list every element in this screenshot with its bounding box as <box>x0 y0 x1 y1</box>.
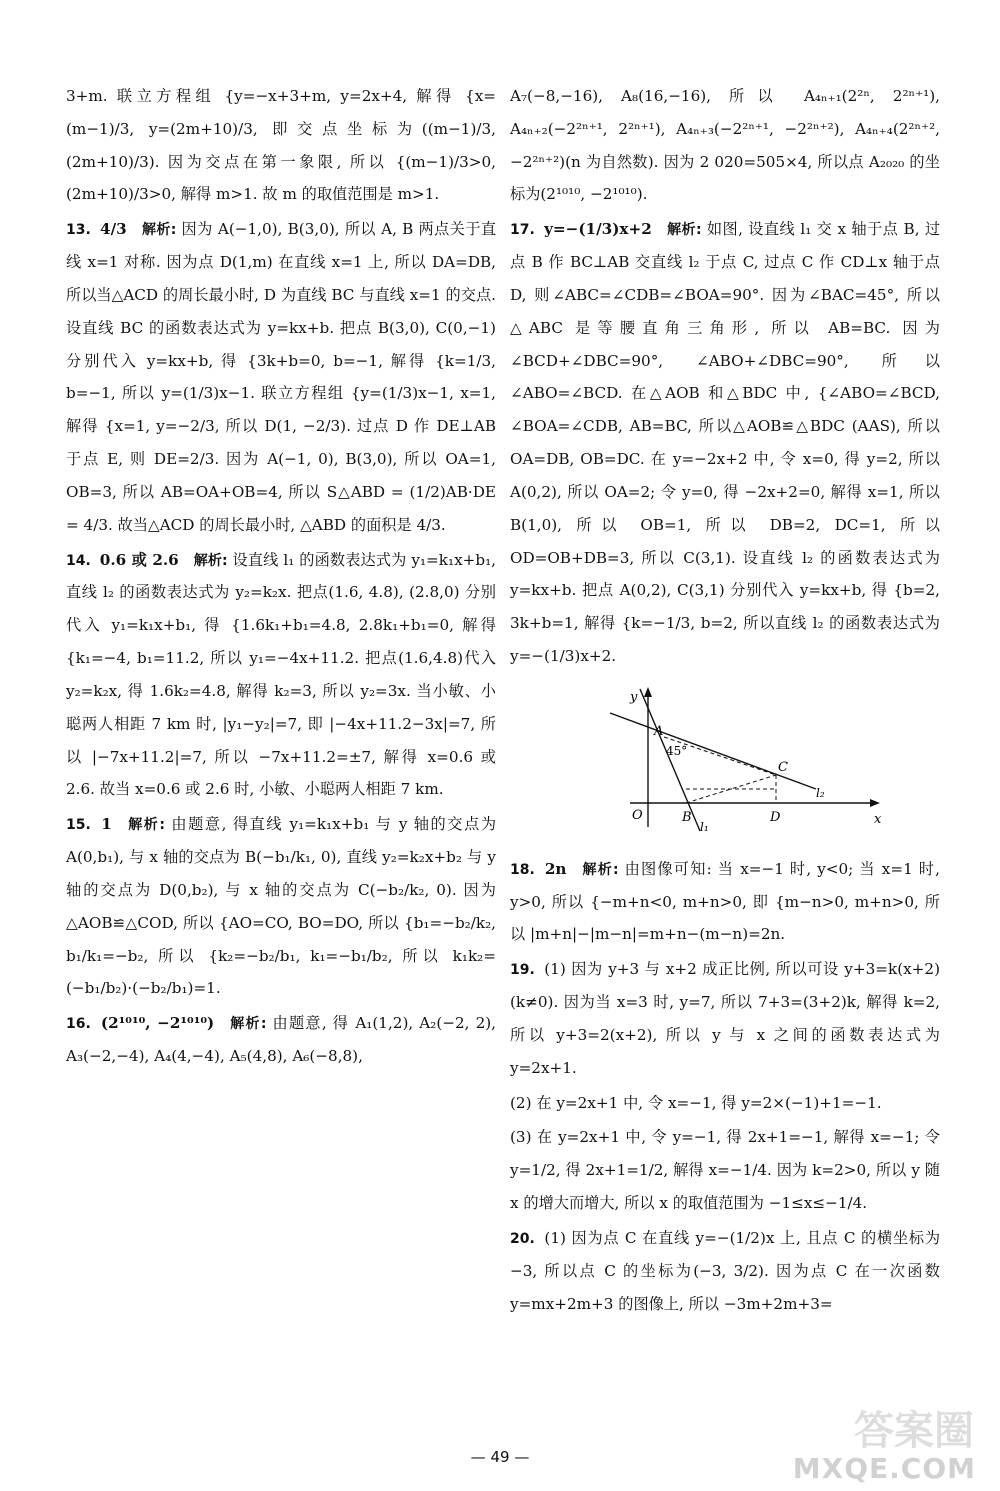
q14-label: 解析: <box>193 552 228 569</box>
q19-part1-text: (1) 因为 y+3 与 x+2 成正比例, 所以可设 y+3=k(x+2)(k≠0). 因为当 x=3 时, y=7, 所以 7+3=(3+2)k, 解得 k=2, 所以 y+3=2(x+2), 所以 y 与 x 之间的函数表达式为 y=2x+1. <box>510 960 940 1077</box>
q14-text: 设直线 l₁ 的函数表达式为 y₁=k₁x+b₁, 直线 l₂ 的函数表达式为 y₂=k₂x. 把点(1.6, 4.8), (2.8,0) 分别代入 y₁=k₁x+b₁, 得 {1.6k₁+b₁=4.8, 2.8k₁+b₁=0, 解得 {k₁=−4, b₁=11.2, 所以 y₁=−4x+11.2. 把点(1.6,4.8)代入 y₂=k₂x, 得 1.6k₂=4.8, 解得 k₂=3, 所以 y₂=3x. 当小敏、小聪两人相距 7 km 时, |y₁−y₂|=7, 即 |−4x+11.2−3x|=7, 所以 |−7x+11.2|=7, 所以 −7x+11.2=±7, 解得 x=0.6 或 2.6. 故当 x=0.6 或 2.6 时, 小敏、小聪两人相距 7 km. <box>66 550 497 799</box>
q15-answer: 1 <box>101 815 112 834</box>
label-l1: l₁ <box>700 819 709 834</box>
q18-answer: 2n <box>544 859 567 878</box>
label-y: y <box>630 689 638 705</box>
label-angle: 45° <box>666 743 688 758</box>
watermark-logo-text: 答案圈 <box>854 1408 974 1454</box>
label-x: x <box>874 811 882 827</box>
label-a: A <box>654 723 664 739</box>
q18-solution <box>510 853 940 951</box>
q13-solution <box>66 213 496 541</box>
watermark-logo <box>792 1397 982 1487</box>
q13-label: 解析: <box>141 222 177 239</box>
line-l2 <box>610 713 816 789</box>
q17-label: 解析: <box>667 222 702 239</box>
q17-figure <box>570 685 910 835</box>
q15-label: 解析: <box>128 817 165 834</box>
label-l2: l₂ <box>816 785 825 800</box>
q20-number: 20. <box>510 1230 535 1247</box>
q13-number: 13. <box>66 222 91 239</box>
q15-number: 15. <box>66 817 91 834</box>
label-b: B <box>682 809 692 825</box>
q14-solution <box>66 544 496 807</box>
right-column <box>510 80 940 1322</box>
q20-solution-part1 <box>510 1222 940 1320</box>
label-o: O <box>632 807 643 823</box>
q16-text: 由题意, 得 A₁(1,2), A₂(−2, 2), A₃(−2,−4), A₄(4,−4), A₅(4,8), A₆(−8,8), <box>66 1014 497 1066</box>
q16-number: 16. <box>66 1016 91 1033</box>
q17-number: 17. <box>510 222 535 239</box>
q15-text: 由题意, 得直线 y₁=k₁x+b₁ 与 y 轴的交点为 A(0,b₁), 与 x 轴的交点为 B(−b₁/k₁, 0), 直线 y₂=k₂x+b₂ 与 y 轴的交点为 D(0,b₂), 与 x 轴的交点为 C(−b₂/k₂, 0). 因为△AOB≌△COD, 所以 {AO=CO, BO=DO, 所以 {b₁=−b₂/k₂, b₁/k₁=−b₂, 所以 {k₂=−b₂/b₁, k₁=−b₁/b₂, 所以 k₁k₂=(−b₁/b₂)·(−b₂/b₁)=1. <box>66 815 497 998</box>
q19-solution-part1 <box>510 953 940 1084</box>
q18-label: 解析: <box>582 861 619 878</box>
q14-answer: 0.6 或 2.6 <box>99 550 179 569</box>
q14-number: 14. <box>66 552 91 569</box>
y-axis-arrow-icon <box>644 687 652 697</box>
watermark-domain: MXQE.COM <box>792 1452 976 1485</box>
q16-answer: (2¹⁰¹⁰, −2¹⁰¹⁰) <box>100 1014 215 1033</box>
page-number: — 49 — <box>470 1448 530 1466</box>
q12-continuation: 3+m. 联立方程组 {y=−x+3+m, y=2x+4, 解得 {x=(m−1)/3, y=(2m+10)/3, 即交点坐标为((m−1)/3, (2m+10)/3). 因为交点在第一象限, 所以 {(m−1)/3>0, (2m+10)/3>0, 解得 m>1. 故 m 的取值范围是 m>1. <box>66 87 496 204</box>
q19-number: 19. <box>510 962 535 979</box>
q16-continuation: A₇(−8,−16), A₈(16,−16), 所以 A₄ₙ₊₁(2²ⁿ, 2²ⁿ⁺¹), A₄ₙ₊₂(−2²ⁿ⁺¹, 2²ⁿ⁺¹), A₄ₙ₊₃(−2²ⁿ⁺¹, −2²ⁿ⁺²), A₄ₙ₊₄(2²ⁿ⁺², −2²ⁿ⁺²)(n 为自然数). 因为 2 020=505×4, 所以点 A₂₀₂₀ 的坐标为(2¹⁰¹⁰, −2¹⁰¹⁰). <box>510 87 940 204</box>
q17-solution <box>510 213 940 673</box>
q20-part1-text: (1) 因为点 C 在直线 y=−(1/2)x 上, 且点 C 的横坐标为 −3, 所以点 C 的坐标为(−3, 3/2). 因为点 C 在一次函数 y=mx+2m+3 的图像上, 所以 −3m+2m+3= <box>510 1228 941 1313</box>
q16-label: 解析: <box>230 1016 267 1033</box>
q13-answer: 4/3 <box>100 220 127 239</box>
page-number-value: 49 <box>490 1448 510 1466</box>
label-c: C <box>778 759 788 775</box>
label-d: D <box>770 809 781 825</box>
q17-answer: y=−(1/3)x+2 <box>544 220 652 239</box>
left-column <box>66 80 496 1075</box>
q13-text: 因为 A(−1,0), B(3,0), 所以 A, B 两点关于直线 x=1 对称. 因为点 D(1,m) 在直线 x=1 上, 所以 DA=DB, 所以当△ACD 的周长最小时, D 为直线 BC 与直线 x=1 的交点. 设直线 BC 的函数表达式为 y=kx+b. 把点 B(3,0), C(0,−1) 分别代入 y=kx+b, 得 {3k+b=0, b=−1, 解得 {k=1/3, b=−1, 所以 y=(1/3)x−1. 联立方程组 {y=(1/3)x−1, x=1, 解得 {x=1, y=−2/3, 所以 D(1, −2/3). 过点 D 作 DE⊥AB 于点 E, 则 DE=2/3. 因为 A(−1, 0), B(3,0), 所以 OA=1, OB=3, 所以 AB=OA+OB=4, 所以 S△ABD = (1/2)AB·DE = 4/3. 故当△ACD 的周长最小时, △ABD 的面积是 4/3. <box>66 220 497 534</box>
q19-part2-text: (2) 在 y=2x+1 中, 令 x=−1, 得 y=2×(−1)+1=−1. <box>510 1093 882 1112</box>
q17-text: 如图, 设直线 l₁ 交 x 轴于点 B, 过点 B 作 BC⊥AB 交直线 l₂ 于点 C, 过点 C 作 CD⊥x 轴于点 D, 则∠ABC=∠CDB=∠BOA=90°. 因为∠BAC=45°, 所以△ABC 是等腰直角三角形, 所以 AB=BC. 因为∠BCD+∠DBC=90°, ∠ABO+∠DBC=90°, 所以∠ABO=∠BCD. 在△AOB 和△BDC 中, {∠ABO=∠BCD, ∠BOA=∠CDB, AB=BC, 所以△AOB≌△BDC (AAS), 所以 OA=DB, OB=DC. 在 y=−2x+2 中, 令 x=0, 得 y=2, 所以 A(0,2), 所以 OA=2; 令 y=0, 得 −2x+2=0, 解得 x=1, 所以 B(1,0), 所以 OB=1, 所以 DB=2, DC=1, 所以 OD=OB+DB=3, 所以 C(3,1). 设直线 l₂ 的函数表达式为 y=kx+b. 把点 A(0,2), C(3,1) 分别代入 y=kx+b, 得 {b=2, 3k+b=1, 解得 {k=−1/3, b=2, 所以直线 l₂ 的函数表达式为 y=−(1/3)x+2. <box>510 220 941 666</box>
q18-text: 由图像可知: 当 x=−1 时, y<0; 当 x=1 时, y>0, 所以 {−m+n<0, m+n>0, 即 {m−n>0, m+n>0, 所以 |m+n|−|m−n|=m+n−(m−n)=2n. <box>510 859 940 944</box>
q19-part3-text: (3) 在 y=2x+1 中, 令 y=−1, 得 2x+1=−1, 解得 x=−1; 令 y=1/2, 得 2x+1=1/2, 解得 x=−1/4. 因为 k=2>0, 所以 y 随 x 的增大而增大, 所以 x 的取值范围为 −1≤x≤−1/4. <box>510 1128 940 1213</box>
q18-number: 18. <box>510 861 535 878</box>
q16-solution <box>66 1007 496 1073</box>
x-axis-arrow-icon <box>870 799 880 807</box>
q15-solution <box>66 808 496 1005</box>
